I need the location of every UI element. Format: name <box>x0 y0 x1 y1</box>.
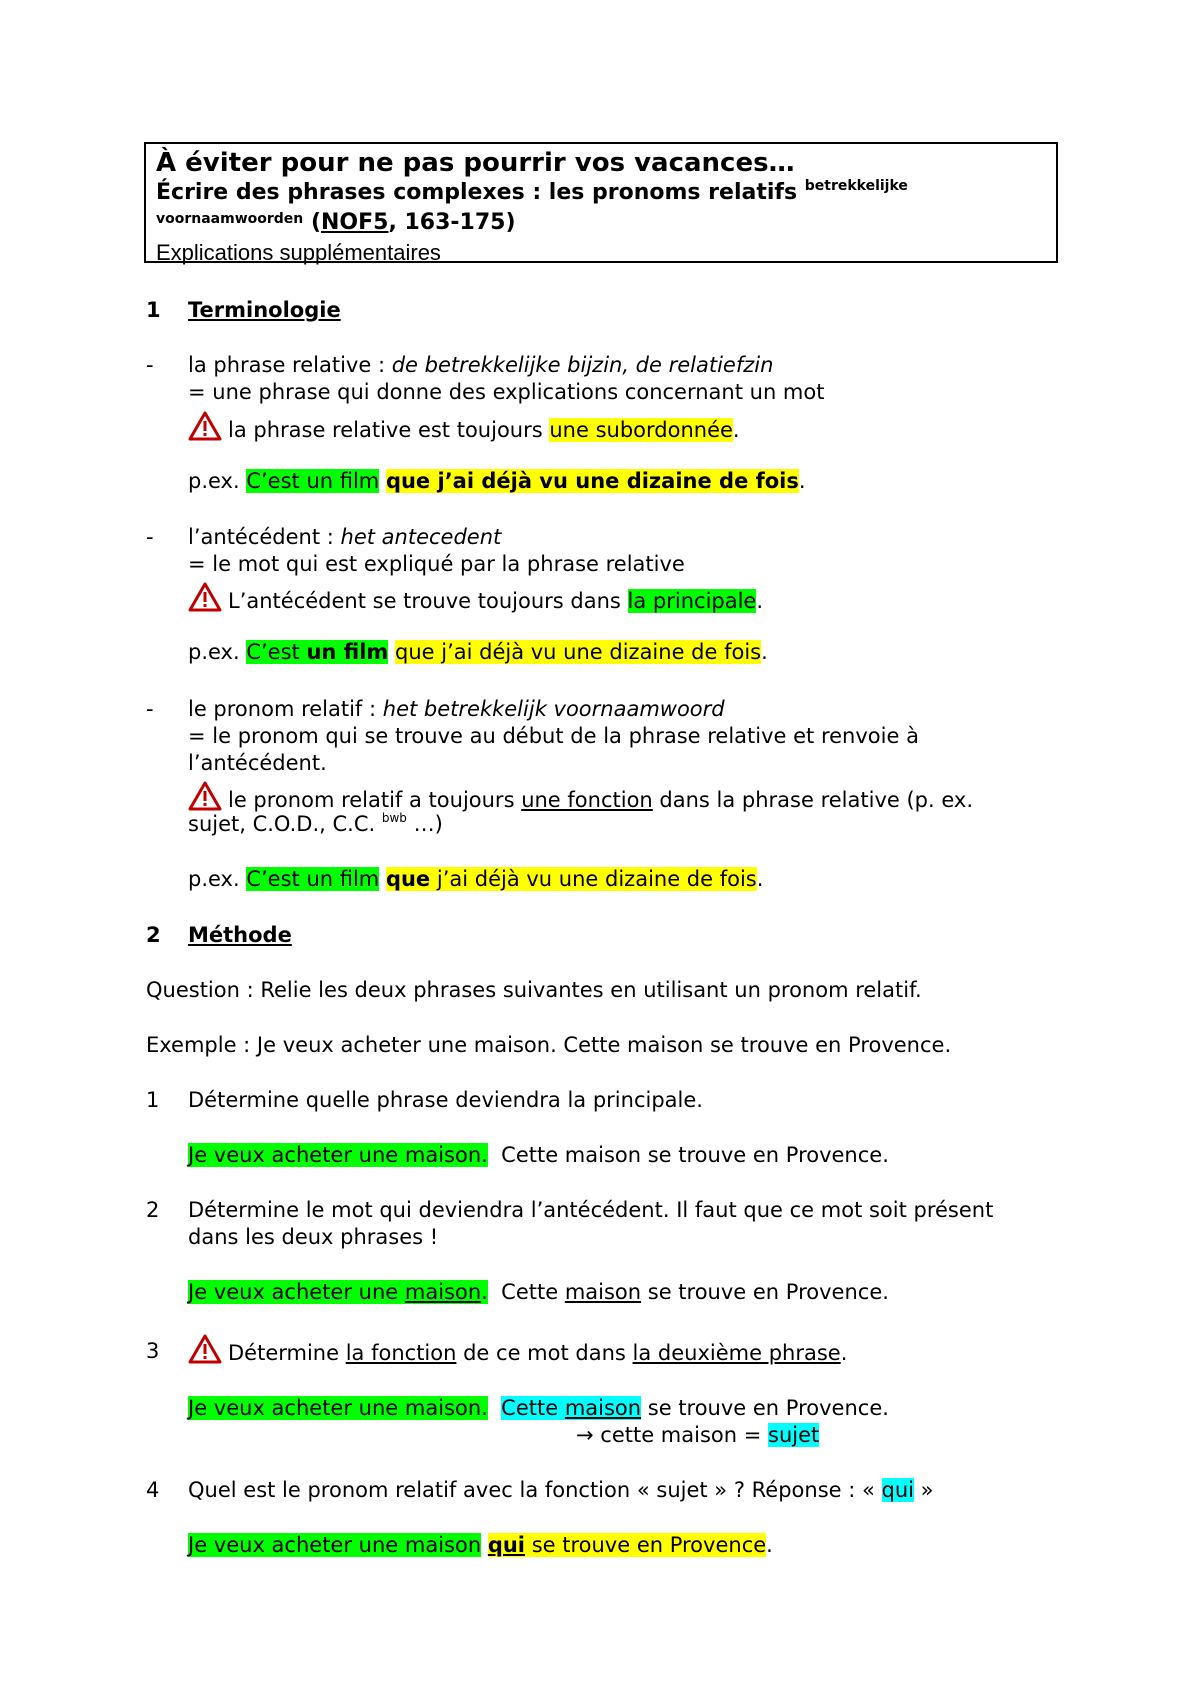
example-space <box>379 469 386 493</box>
step-3-text-b: de ce mot dans <box>456 1341 633 1365</box>
step-4-text-end: » <box>914 1478 934 1502</box>
section-2-question: Question : Relie les deux phrases suivantes en utilisant un pronom relatif. <box>146 978 922 1002</box>
step-4-space <box>481 1533 488 1557</box>
example-main-clause: C’est un film <box>246 867 380 891</box>
section-2-title: Méthode <box>188 923 292 947</box>
step-4-end: . <box>766 1533 773 1557</box>
item-3-warning-line2-text: sujet, C.O.D., C.C. <box>188 812 382 836</box>
step-3-arrow-text: → cette maison = <box>576 1423 769 1447</box>
item-2-definition: = le mot qui est expliqué par la phrase relative <box>188 552 685 576</box>
item-1-warning-text: la phrase relative est toujours <box>228 418 550 442</box>
warning-icon <box>188 411 222 441</box>
step-3-text-end: . <box>840 1341 848 1365</box>
item-3-warning <box>188 781 973 814</box>
step-3-function-label: sujet <box>768 1423 820 1447</box>
step-3-conclusion <box>576 1422 819 1449</box>
warning-icon <box>188 1334 222 1364</box>
section-1-title: Terminologie <box>188 298 341 322</box>
step-3-number: 3 <box>146 1339 160 1363</box>
section-2-number: 2 <box>146 923 161 947</box>
item-3-definition-1: = le pronom qui se trouve au début de la phrase relative et renvoie à <box>188 724 919 748</box>
step-2-repeated-word: maison <box>564 1280 642 1304</box>
step-3-rest: se trouve en Provence. <box>641 1396 889 1420</box>
warning-icon <box>188 781 222 811</box>
item-3-warning-underline: une fonction <box>521 788 653 812</box>
section-2-example: Exemple : Je veux acheter une maison. Cette maison se trouve en Provence. <box>146 1033 952 1057</box>
step-4-example <box>188 1532 773 1559</box>
step-1-example <box>188 1142 889 1169</box>
item-1-translation: de betrekkelijke bijzin, de relatiefzin <box>391 353 774 377</box>
subtitle-ref-pages: , 163-175) <box>388 210 516 235</box>
step-3-example <box>188 1395 889 1422</box>
example-prefix: p.ex. <box>188 469 247 493</box>
section-1-number: 1 <box>146 298 161 322</box>
item-2-warning-highlight: la principale <box>627 589 757 613</box>
item-1-warning-end: . <box>732 418 740 442</box>
item-2-warning-text: L’antécédent se trouve toujours dans <box>228 589 628 613</box>
subtitle-main: Écrire des phrases complexes : les pronoms relatifs <box>156 180 798 205</box>
subtitle-ref-open: ( <box>310 210 322 235</box>
step-2-text-2: dans les deux phrases ! <box>188 1225 439 1249</box>
item-1-example <box>188 468 806 495</box>
example-relative-clause <box>386 867 757 891</box>
step-2-text-1: Détermine le mot qui deviendra l’antécédent. Il faut que ce mot soit présent <box>188 1198 994 1222</box>
item-3-warning-line2-end: …) <box>406 812 443 836</box>
item-2-bullet: - <box>146 525 154 549</box>
item-3-translation: het betrekkelijk voornaamwoord <box>382 697 725 721</box>
item-3-example <box>188 866 763 893</box>
item-1-term: la phrase relative : <box>188 353 392 377</box>
step-4-answer: qui <box>881 1478 914 1502</box>
item-1-warning-highlight: une subordonnée <box>549 418 733 442</box>
step-3-subject-a: Cette <box>501 1396 565 1420</box>
item-1-definition: = une phrase qui donne des explications concernant un mot <box>188 380 825 404</box>
item-1-warning <box>188 411 740 444</box>
example-end: . <box>761 640 768 664</box>
page-subtitle-line2 <box>156 209 1046 239</box>
page-subtitle <box>156 179 1046 209</box>
item-2-warning-end: . <box>756 589 764 613</box>
step-4-number: 4 <box>146 1478 160 1502</box>
step-3-underline-2: la deuxième phrase <box>632 1341 841 1365</box>
item-2-example <box>188 639 768 666</box>
item-1-bullet: - <box>146 353 154 377</box>
step-1-main-clause: Je veux acheter une maison. <box>188 1143 488 1167</box>
example-antecedent: un film <box>306 640 389 664</box>
step-4-text-a: Quel est le pronom relatif avec la fonction « sujet » ? Réponse : « <box>188 1478 882 1502</box>
example-relative-clause: que j’ai déjà vu une dizaine de fois <box>395 640 762 664</box>
item-3-definition-2: l’antécédent. <box>188 751 327 775</box>
step-2-number: 2 <box>146 1198 160 1222</box>
step-1-text: Détermine quelle phrase deviendra la principale. <box>188 1088 703 1112</box>
example-main-clause <box>246 640 388 664</box>
example-space <box>379 867 386 891</box>
subtitle-sup: betrekkelijke <box>804 178 908 194</box>
step-3-text-a: Détermine <box>228 1341 346 1365</box>
step-4-rest: se trouve en Provence <box>525 1533 767 1557</box>
example-space <box>388 640 395 664</box>
item-1-term-line <box>188 352 773 379</box>
step-4-relative-clause <box>488 1533 766 1557</box>
step-3-subject-word: maison <box>564 1396 642 1420</box>
item-3-warning-sup: bwb <box>381 811 407 825</box>
item-2-translation: het antecedent <box>340 525 502 549</box>
example-prefix: p.ex. <box>188 867 247 891</box>
item-3-bullet: - <box>146 697 154 721</box>
step-3-underline-1: la fonction <box>345 1341 457 1365</box>
step-3-space <box>488 1396 501 1420</box>
warning-icon <box>188 582 222 612</box>
page-title: À éviter pour ne pas pourrir vos vacances… <box>156 148 795 178</box>
subtitle-small: voornaamwoorden <box>156 211 304 227</box>
item-3-term-line <box>188 696 725 723</box>
example-end: . <box>756 867 764 891</box>
step-3-main-clause: Je veux acheter une maison. <box>188 1396 488 1420</box>
step-3-text <box>188 1334 847 1367</box>
step-4-main-clause: Je veux acheter une maison <box>188 1533 482 1557</box>
example-relative-clause: que j’ai déjà vu une dizaine de fois <box>385 469 799 493</box>
subtitle-ref-code: NOF5 <box>321 210 389 235</box>
example-main-a: C’est <box>246 640 307 664</box>
step-1-number: 1 <box>146 1088 160 1112</box>
step-2-example <box>188 1279 889 1306</box>
example-relative-rest: j’ai déjà vu une dizaine de fois <box>430 867 757 891</box>
item-2-term-line <box>188 524 501 551</box>
step-2-main-end: . <box>481 1280 488 1304</box>
item-2-term: l’antécédent : <box>188 525 341 549</box>
step-2-antecedent: maison <box>404 1280 482 1304</box>
title-box <box>144 142 1058 263</box>
step-2-main-clause <box>188 1280 488 1304</box>
step-2-rest-a: Cette <box>487 1280 565 1304</box>
step-2-rest-b: se trouve en Provence. <box>641 1280 889 1304</box>
item-3-warning-end: dans la phrase relative (p. ex. <box>652 788 974 812</box>
step-1-second-sentence: Cette maison se trouve en Provence. <box>487 1143 889 1167</box>
example-end: . <box>798 469 806 493</box>
item-3-warning-text: le pronom relatif a toujours <box>228 788 522 812</box>
page-subheading: Explications supplémentaires <box>156 240 441 265</box>
item-3-term: le pronom relatif : <box>188 697 383 721</box>
item-2-warning <box>188 582 763 615</box>
item-3-warning-line2 <box>188 811 443 841</box>
example-prefix: p.ex. <box>188 640 247 664</box>
example-main-clause: C’est un film <box>246 469 380 493</box>
step-3-subject <box>501 1396 641 1420</box>
step-4-text <box>188 1477 934 1504</box>
step-2-main-a: Je veux acheter une <box>188 1280 405 1304</box>
step-4-pronoun: qui <box>487 1533 526 1557</box>
example-pronoun: que <box>385 867 431 891</box>
